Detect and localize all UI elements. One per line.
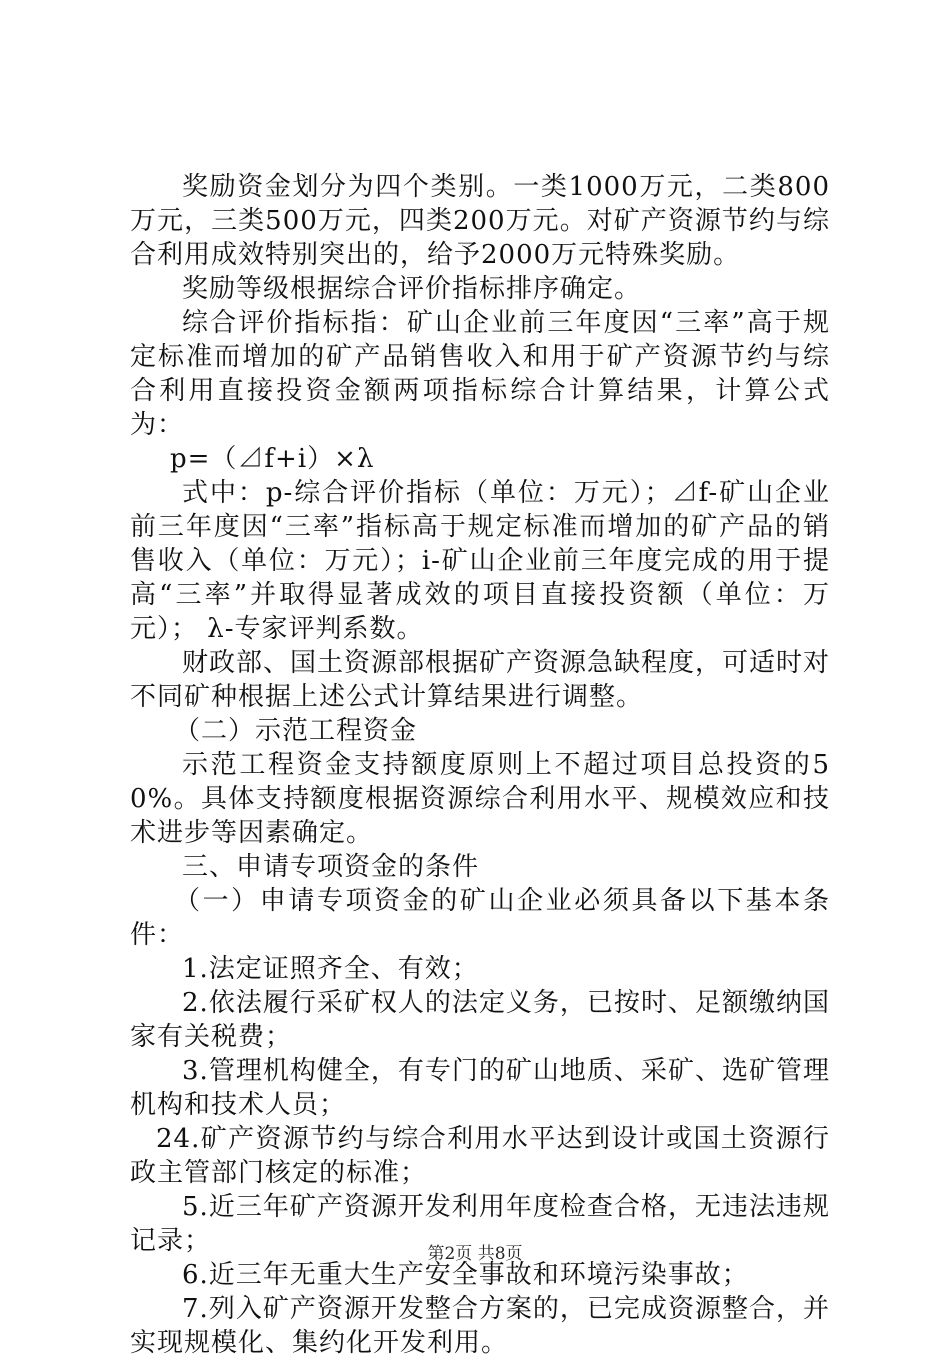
heading-application-conditions: 三、申请专项资金的条件 bbox=[182, 852, 480, 882]
list-item-condition-6: 6.近三年无重大生产安全事故和环境污染事故； bbox=[182, 1260, 749, 1290]
formula: p=（⊿f+i）×λ bbox=[170, 444, 375, 474]
list-item-condition-5: 5.近三年矿产资源开发利用年度检查合格，无违法违规记录； bbox=[130, 1192, 830, 1256]
paragraph-evaluation-index: 综合评价指标指：矿山企业前三年度因“三率”高于规定标准而增加的矿产品销售收入和用于矿产资源节约与综合利用直接投资金额两项指标综合计算结果，计算公式为： bbox=[130, 308, 830, 440]
subheading-basic-conditions: （一）申请专项资金的矿山企业必须具备以下基本条件： bbox=[130, 886, 830, 950]
paragraph-demo-project-support: 示范工程资金支持额度原则上不超过项目总投资的50%。具体支持额度根据资源综合利用水平、规模效应和技术进步等因素确定。 bbox=[130, 750, 830, 848]
paragraph-reward-level: 奖励等级根据综合评价指标排序确定。 bbox=[182, 274, 642, 304]
list-item-condition-24: 24.矿产资源节约与综合利用水平达到设计或国土资源行政主管部门核定的标准； bbox=[130, 1124, 830, 1188]
list-item-condition-3: 3.管理机构健全，有专门的矿山地质、采矿、选矿管理机构和技术人员； bbox=[130, 1056, 830, 1120]
paragraph-reward-categories: 奖励资金划分为四个类别。一类1000万元，二类800万元，三类500万元，四类200万元。对矿产资源节约与综合利用成效特别突出的，给予2000万元特殊奖励。 bbox=[130, 172, 830, 270]
list-item-condition-1: 1.法定证照齐全、有效； bbox=[182, 954, 479, 984]
list-item-condition-7: 7.列入矿产资源开发整合方案的，已完成资源整合，并实现规模化、集约化开发利用。 bbox=[130, 1294, 830, 1358]
paragraph-formula-legend: 式中：p-综合评价指标（单位：万元）；⊿f-矿山企业前三年度因“三率”指标高于规定标准而增加的矿产品的销售收入（单位：万元）；i-矿山企业前三年度完成的用于提高“三率”并取得显著成效的项目直接投资额（单位：万元）； λ-专家评判系数。 bbox=[130, 478, 830, 644]
paragraph-adjustment: 财政部、国土资源部根据矿产资源急缺程度，可适时对不同矿种根据上述公式计算结果进行调整。 bbox=[130, 648, 831, 712]
list-item-condition-2: 2.依法履行采矿权人的法定义务，已按时、足额缴纳国家有关税费； bbox=[130, 988, 830, 1052]
page-number-footer: 第2页 共8页 bbox=[427, 1244, 523, 1264]
document-body bbox=[130, 170, 830, 1360]
subheading-demo-project-funds: （二）示范工程资金 bbox=[174, 716, 418, 746]
